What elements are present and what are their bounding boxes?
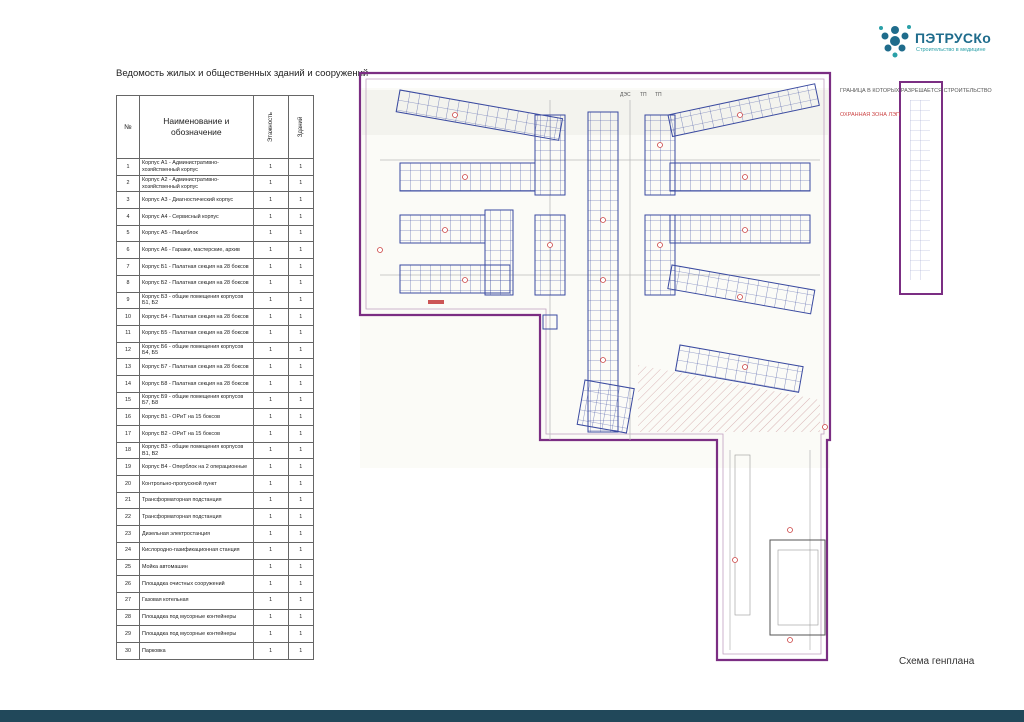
row-name: Корпус Б5 - Палатная секция на 28 боксов <box>140 325 254 342</box>
logo-subtitle: Строительство в медицине <box>916 47 986 53</box>
row-number: 1 <box>117 159 140 176</box>
site-plan <box>350 60 992 670</box>
row-number: 13 <box>117 359 140 376</box>
table-row <box>117 642 314 659</box>
row-floors: 1 <box>253 192 288 209</box>
row-count: 1 <box>288 175 313 192</box>
row-number: 17 <box>117 426 140 443</box>
row-number: 16 <box>117 409 140 426</box>
row-number: 22 <box>117 509 140 526</box>
table-row <box>117 626 314 643</box>
des-label: ДЭС <box>620 92 631 98</box>
col-header-floors: Этажность <box>253 96 288 159</box>
table-row <box>117 559 314 576</box>
tp-label-1: ТП <box>640 92 647 98</box>
row-count: 1 <box>288 576 313 593</box>
table-row <box>117 609 314 626</box>
company-logo <box>876 22 992 64</box>
row-count: 1 <box>288 342 313 359</box>
row-count: 1 <box>288 642 313 659</box>
row-name: Корпус А4 - Сервисный корпус <box>140 209 254 226</box>
row-floors: 1 <box>253 159 288 176</box>
row-number: 5 <box>117 225 140 242</box>
row-count: 1 <box>288 476 313 493</box>
row-floors: 1 <box>253 492 288 509</box>
row-number: 26 <box>117 576 140 593</box>
row-floors: 1 <box>253 526 288 543</box>
table-row <box>117 309 314 326</box>
row-count: 1 <box>288 209 313 226</box>
row-number: 28 <box>117 609 140 626</box>
row-count: 1 <box>288 375 313 392</box>
row-floors: 1 <box>253 592 288 609</box>
row-number: 24 <box>117 542 140 559</box>
row-number: 12 <box>117 342 140 359</box>
table-row <box>117 592 314 609</box>
footer-bar <box>0 710 1024 722</box>
row-count: 1 <box>288 192 313 209</box>
row-floors: 1 <box>253 259 288 276</box>
row-floors: 1 <box>253 275 288 292</box>
row-number: 9 <box>117 292 140 309</box>
table-row <box>117 409 314 426</box>
table-row <box>117 459 314 476</box>
row-count: 1 <box>288 392 313 409</box>
table-row <box>117 209 314 226</box>
row-count: 1 <box>288 292 313 309</box>
row-name: Трансформаторная подстанция <box>140 492 254 509</box>
row-name: Корпус А2 - Административно-хозяйственный корпус <box>140 175 254 192</box>
row-floors: 1 <box>253 542 288 559</box>
row-floors: 1 <box>253 442 288 459</box>
row-number: 20 <box>117 476 140 493</box>
table-row <box>117 192 314 209</box>
table-row <box>117 242 314 259</box>
row-count: 1 <box>288 159 313 176</box>
row-floors: 1 <box>253 209 288 226</box>
row-name: Корпус В4 - Оперблок на 2 операционные <box>140 459 254 476</box>
row-count: 1 <box>288 325 313 342</box>
row-count: 1 <box>288 509 313 526</box>
row-name: Газовая котельная <box>140 592 254 609</box>
row-floors: 1 <box>253 325 288 342</box>
row-name: Корпус Б9 - общие помещения корпусов Б7, Б8 <box>140 392 254 409</box>
row-floors: 1 <box>253 342 288 359</box>
row-name: Корпус Б1 - Палатная секция на 28 боксов <box>140 259 254 276</box>
row-name: Корпус Б8 - Палатная секция на 28 боксов <box>140 375 254 392</box>
row-floors: 1 <box>253 175 288 192</box>
table-row <box>117 542 314 559</box>
table-row <box>117 442 314 459</box>
row-name: Корпус А5 - Пищеблок <box>140 225 254 242</box>
row-count: 1 <box>288 459 313 476</box>
row-floors: 1 <box>253 459 288 476</box>
table-row <box>117 259 314 276</box>
row-name: Корпус Б3 - общие помещения корпусов Б1, Б2 <box>140 292 254 309</box>
row-floors: 1 <box>253 292 288 309</box>
row-name: Контрольно-пропускной пункт <box>140 476 254 493</box>
table-row <box>117 325 314 342</box>
row-number: 2 <box>117 175 140 192</box>
row-count: 1 <box>288 225 313 242</box>
row-floors: 1 <box>253 576 288 593</box>
row-floors: 1 <box>253 242 288 259</box>
table-row <box>117 342 314 359</box>
table-row <box>117 375 314 392</box>
table-row <box>117 392 314 409</box>
row-floors: 1 <box>253 609 288 626</box>
row-floors: 1 <box>253 225 288 242</box>
row-name: Корпус Б4 - Палатная секция на 28 боксов <box>140 309 254 326</box>
buildings-south <box>735 455 825 635</box>
table-title: Ведомость жилых и общественных зданий и сооружений <box>116 68 369 79</box>
row-floors: 1 <box>253 309 288 326</box>
row-number: 25 <box>117 559 140 576</box>
row-name: Мойка автомашин <box>140 559 254 576</box>
row-floors: 1 <box>253 359 288 376</box>
table-row <box>117 292 314 309</box>
lep-zone-label: ОХРАННАЯ ЗОНА ЛЭП <box>840 112 901 118</box>
table-row <box>117 476 314 493</box>
row-number: 10 <box>117 309 140 326</box>
row-number: 21 <box>117 492 140 509</box>
row-number: 4 <box>117 209 140 226</box>
row-name: Корпус Б2 - Палатная секция на 28 боксов <box>140 275 254 292</box>
row-name: Корпус А3 - Диагностический корпус <box>140 192 254 209</box>
row-floors: 1 <box>253 426 288 443</box>
row-number: 30 <box>117 642 140 659</box>
row-number: 15 <box>117 392 140 409</box>
row-number: 14 <box>117 375 140 392</box>
row-floors: 1 <box>253 626 288 643</box>
row-number: 8 <box>117 275 140 292</box>
row-floors: 1 <box>253 509 288 526</box>
col-header-count: Зданий <box>288 96 313 159</box>
row-number: 29 <box>117 626 140 643</box>
row-name: Трансформаторная подстанция <box>140 509 254 526</box>
row-name: Корпус В2 - ОРиТ на 15 боксов <box>140 426 254 443</box>
row-number: 23 <box>117 526 140 543</box>
logo-name: ПЭТРУСКо <box>915 30 992 46</box>
row-number: 6 <box>117 242 140 259</box>
row-floors: 1 <box>253 375 288 392</box>
logo-mark-icon <box>876 22 914 60</box>
row-name: Корпус А1 - Административно-хозяйственный корпус <box>140 159 254 176</box>
col-header-num: № <box>117 96 140 159</box>
boundary-label: ГРАНИЦА В КОТОРЫХ РАЗРЕШАЕТСЯ СТРОИТЕЛЬСТВО <box>840 88 992 94</box>
row-number: 7 <box>117 259 140 276</box>
table-row <box>117 576 314 593</box>
row-floors: 1 <box>253 559 288 576</box>
row-number: 11 <box>117 325 140 342</box>
row-name: Площадка под мусорные контейнеры <box>140 609 254 626</box>
table-row <box>117 509 314 526</box>
row-count: 1 <box>288 492 313 509</box>
row-name: Кислородно-газификационная станция <box>140 542 254 559</box>
row-name: Площадка под мусорные контейнеры <box>140 626 254 643</box>
row-count: 1 <box>288 359 313 376</box>
table-row <box>117 492 314 509</box>
row-count: 1 <box>288 309 313 326</box>
row-number: 3 <box>117 192 140 209</box>
row-count: 1 <box>288 442 313 459</box>
table-row <box>117 359 314 376</box>
row-name: Корпус В1 - ОРиТ на 15 боксов <box>140 409 254 426</box>
buildings-table <box>116 95 314 660</box>
row-name: Корпус А6 - Гаражи, мастерские, архив <box>140 242 254 259</box>
row-floors: 1 <box>253 409 288 426</box>
row-name: Корпус Б7 - Палатная секция на 28 боксов <box>140 359 254 376</box>
row-count: 1 <box>288 559 313 576</box>
plan-caption: Схема генплана <box>899 656 975 667</box>
row-number: 27 <box>117 592 140 609</box>
row-name: Парковка <box>140 642 254 659</box>
row-number: 19 <box>117 459 140 476</box>
col-header-name: Наименование и обозначение <box>140 96 254 159</box>
row-floors: 1 <box>253 642 288 659</box>
row-name: Площадка очистных сооружений <box>140 576 254 593</box>
tp-label-2: ТП <box>655 92 662 98</box>
row-count: 1 <box>288 275 313 292</box>
row-number: 18 <box>117 442 140 459</box>
row-count: 1 <box>288 592 313 609</box>
table-row <box>117 275 314 292</box>
row-floors: 1 <box>253 392 288 409</box>
row-name: Корпус В3 - общие помещения корпусов В1, В2 <box>140 442 254 459</box>
table-row <box>117 526 314 543</box>
row-count: 1 <box>288 542 313 559</box>
row-count: 1 <box>288 626 313 643</box>
table-row <box>117 426 314 443</box>
row-name: Дизельная электростанция <box>140 526 254 543</box>
table-row <box>117 159 314 176</box>
row-count: 1 <box>288 609 313 626</box>
row-count: 1 <box>288 526 313 543</box>
row-count: 1 <box>288 259 313 276</box>
row-floors: 1 <box>253 476 288 493</box>
table-row <box>117 225 314 242</box>
row-name: Корпус Б6 - общие помещения корпусов Б4, Б5 <box>140 342 254 359</box>
row-count: 1 <box>288 242 313 259</box>
row-count: 1 <box>288 409 313 426</box>
row-count: 1 <box>288 426 313 443</box>
table-row <box>117 175 314 192</box>
